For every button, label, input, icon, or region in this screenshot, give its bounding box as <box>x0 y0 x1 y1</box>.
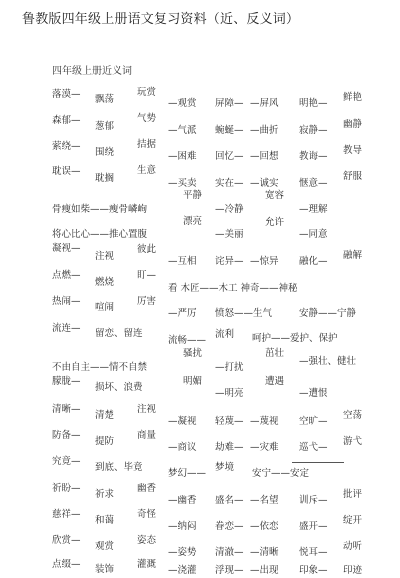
synonym-entry: —依恋 <box>250 521 279 532</box>
synonym-entry: 愤怒——生气 <box>215 308 273 319</box>
synonym-entry: 寂静— <box>299 125 328 136</box>
synonym-entry: 姿态 <box>137 535 157 546</box>
synonym-entry: 动听 <box>343 541 363 552</box>
synonym-entry: 生意 <box>137 165 157 176</box>
synonym-entry: 凝视— <box>52 243 81 254</box>
synonym-entry: —冷静 <box>215 204 244 215</box>
synonym-entry: 究竟— <box>52 456 81 467</box>
synonym-entry: 祈盼— <box>52 483 81 494</box>
synonym-entry: 惬意— <box>299 178 328 189</box>
synonym-entry: —灾难 <box>250 442 279 453</box>
synonym-entry: —气派 <box>168 125 197 136</box>
synonym-entry: 明艳— <box>299 98 328 109</box>
synonym-entry: 祈求 <box>95 489 115 500</box>
synonym-entry: —名望 <box>250 495 279 506</box>
synonym-entry: 浮现— <box>215 565 244 576</box>
synonym-entry: 气势 <box>137 113 157 124</box>
synonym-entry: 诧异— <box>215 256 244 267</box>
synonym-entry: —回想 <box>250 151 279 162</box>
synonym-entry: 蜿蜒— <box>215 125 244 136</box>
synonym-entry: 茁壮 <box>265 348 285 359</box>
synonym-entry: —观赏 <box>168 98 197 109</box>
synonym-entry: 安静——宁静 <box>299 308 357 319</box>
synonym-entry: —浇灌 <box>168 565 197 576</box>
synonym-entry: —商议 <box>168 442 197 453</box>
synonym-entry: 印迹 <box>343 565 363 576</box>
synonym-entry: 提防 <box>95 436 115 447</box>
synonym-entry: —出现 <box>250 565 279 576</box>
synonym-entry: —曲折 <box>250 125 279 136</box>
synonym-entry: 融化— <box>299 256 328 267</box>
synonym-entry: —凝视 <box>168 416 197 427</box>
synonym-entry: —惊异 <box>250 256 279 267</box>
page-title: 鲁教版四年级上册语文复习资料（近、反义词） <box>22 12 300 27</box>
synonym-entry: 损坏、浪费 <box>95 382 143 393</box>
synonym-entry: 实在— <box>215 178 244 189</box>
synonym-entry: 清澈— <box>215 547 244 558</box>
synonym-entry: 葱郁 <box>95 121 115 132</box>
synonym-entry: 教导 <box>343 145 363 156</box>
synonym-entry: 点燃— <box>52 270 81 281</box>
synonym-entry: 巡弋— <box>299 442 328 453</box>
synonym-entry: 印象— <box>299 565 328 576</box>
synonym-entry: 将心比心——推心置腹 <box>52 229 148 240</box>
synonym-entry: 漂亮 <box>183 216 203 227</box>
synonym-entry: 耽搁 <box>95 173 115 184</box>
synonym-entry: 森郁— <box>52 115 81 126</box>
synonym-entry: 灌溉 <box>137 559 157 570</box>
synonym-entry: 遭遇 <box>265 376 285 387</box>
synonym-entry: 幽静 <box>343 119 363 130</box>
synonym-entry: 飘荡 <box>95 94 115 105</box>
synonym-entry: —遭恨 <box>299 388 328 399</box>
synonym-entry: 训斥— <box>299 495 328 506</box>
synonym-entry: 屏障— <box>215 98 244 109</box>
synonym-entry: 奇怪 <box>137 509 157 520</box>
synonym-entry: 观赏 <box>95 541 115 552</box>
synonym-entry: —严厉 <box>168 308 197 319</box>
synonym-entry: 点缀— <box>52 559 81 570</box>
synonym-entry: 骨瘦如柴——瘦骨嶙峋 <box>52 204 148 215</box>
synonym-entry: 慈祥— <box>52 509 81 520</box>
synonym-entry: 朦胧— <box>52 376 81 387</box>
synonym-entry: 彼此 <box>137 244 157 255</box>
synonym-entry: 盛名— <box>215 495 244 506</box>
synonym-entry: 喧闹 <box>95 302 115 313</box>
synonym-entry: 呵护——爱护、保护 <box>252 333 338 344</box>
synonym-entry: —明亮 <box>215 388 244 399</box>
synonym-entry: —同意 <box>299 229 328 240</box>
synonym-entry: 流连— <box>52 323 81 334</box>
synonym-entry: 舒服 <box>343 171 363 182</box>
synonym-entry: —美丽 <box>215 229 244 240</box>
synonym-entry: 宽容 <box>265 190 285 201</box>
synonym-entry: 绽开 <box>343 515 363 526</box>
synonym-entry: 轻蔑— <box>215 416 244 427</box>
synonym-entry: —困难 <box>168 151 197 162</box>
synonym-entry: —买卖 <box>168 178 197 189</box>
synonym-entry: —诚实 <box>250 178 279 189</box>
synonym-entry: 幽香 <box>137 483 157 494</box>
synonym-entry: 和蔼 <box>95 515 115 526</box>
synonym-entry: —纳闷 <box>168 521 197 532</box>
synonym-entry: 教诲— <box>299 151 328 162</box>
synonym-entry: 悦耳— <box>299 547 328 558</box>
synonym-entry: —互相 <box>168 256 197 267</box>
synonym-entry: 允许 <box>265 217 285 228</box>
synonym-entry: 厉害 <box>137 296 157 307</box>
synonym-entry: —打扰 <box>215 362 244 373</box>
synonym-entry: 围绕 <box>95 147 115 158</box>
synonym-entry: —屏风 <box>250 98 279 109</box>
synonym-entry: 装饰 <box>95 564 115 575</box>
synonym-entry: 留恋、留连 <box>95 328 143 339</box>
synonym-entry: 看 木匠——木工 神奇——神秘 <box>168 283 298 294</box>
synonym-entry: 落漠— <box>52 89 81 100</box>
synonym-entry: —姿势 <box>168 547 197 558</box>
synonym-entry: 梦境 <box>215 462 235 473</box>
synonym-entry: 批评 <box>343 489 363 500</box>
synonym-entry: —理解 <box>299 204 328 215</box>
synonym-entry: 劫难— <box>215 442 244 453</box>
synonym-entry: 拮据 <box>137 139 157 150</box>
synonym-entry: 回忆— <box>215 151 244 162</box>
synonym-entry: 鲜艳 <box>343 92 363 103</box>
section-heading: 四年级上册近义词 <box>52 66 132 77</box>
underline-rule <box>292 462 344 463</box>
synonym-entry: 防备— <box>52 430 81 441</box>
synonym-entry: 欣赏— <box>52 535 81 546</box>
synonym-entry: 商量 <box>137 430 157 441</box>
synonym-entry: 盛开— <box>299 521 328 532</box>
synonym-entry: 融解 <box>343 250 363 261</box>
synonym-entry: 热闹— <box>52 296 81 307</box>
synonym-entry: 明媚 <box>183 376 203 387</box>
synonym-entry: 耽误— <box>52 166 81 177</box>
synonym-entry: 空旷— <box>299 416 328 427</box>
synonym-entry: 萦绕— <box>52 141 81 152</box>
synonym-entry: —蔑视 <box>250 416 279 427</box>
synonym-entry: 注视 <box>137 404 157 415</box>
synonym-entry: 盯— <box>137 270 157 281</box>
synonym-entry: 到底、毕竟 <box>95 462 143 473</box>
synonym-entry: —强壮、健壮 <box>299 356 357 367</box>
synonym-entry: 清楚 <box>95 410 115 421</box>
synonym-entry: 不由自主——情不自禁 <box>52 362 148 373</box>
synonym-entry: 眷恋— <box>215 521 244 532</box>
synonym-entry: 空荡 <box>343 410 363 421</box>
synonym-entry: 注视 <box>95 251 115 262</box>
synonym-entry: 骚扰 <box>183 348 203 359</box>
synonym-entry: —清晰 <box>250 547 279 558</box>
synonym-entry: 梦幻—— <box>168 468 207 479</box>
synonym-entry: 游弋 <box>343 436 363 447</box>
synonym-entry: —幽香 <box>168 495 197 506</box>
synonym-entry: 平静 <box>183 190 203 201</box>
synonym-entry: 流畅—— <box>168 335 207 346</box>
synonym-entry: 玩赏 <box>137 87 157 98</box>
synonym-entry: 燃烧 <box>95 277 115 288</box>
synonym-entry: 清晰— <box>52 404 81 415</box>
synonym-entry: 安宁——安定 <box>252 468 310 479</box>
synonym-entry: 流利 <box>215 329 235 340</box>
